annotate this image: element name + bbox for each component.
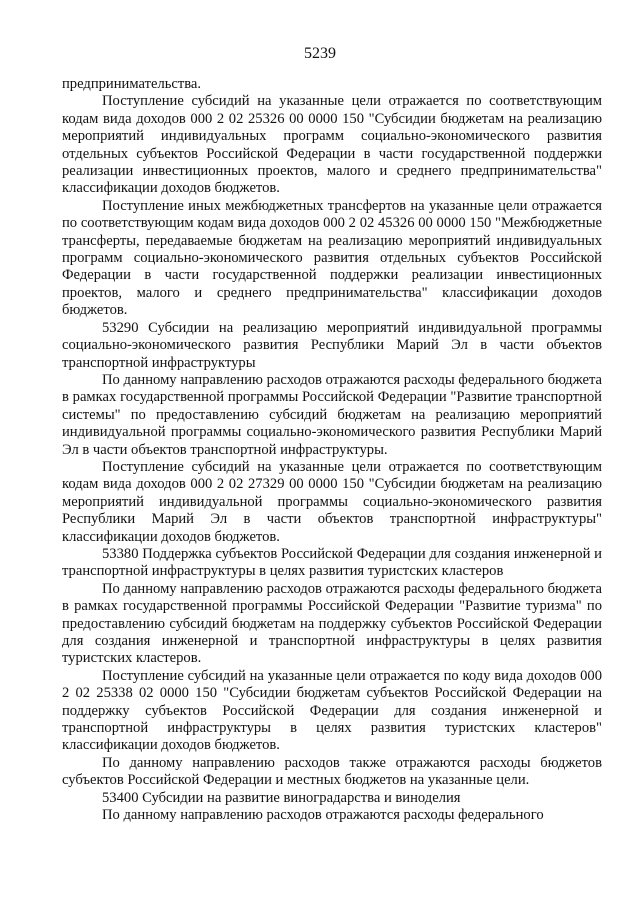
document-body	[62, 76, 602, 824]
paragraph: По данному направлению расходов отражаются расходы федерального бюджета в рамках государственной программы Российской Федерации "Развитие туризма" по предоставлению субсидий бюджетам на поддержку субъектов Российской Федерации для создания инженерной и транспортной инфраструктуры в целях развития туристских кластеров.	[62, 580, 602, 667]
paragraph: Поступление субсидий на указанные цели отражается по коду вида доходов 000 2 02 25338 02 0000 150 "Субсидии бюджетам субъектов Российской Федерации на поддержку субъектов Российской Федерации для создания инженерной и транспортной инфраструктуры в целях развития туристских кластеров" классификации доходов бюджетов.	[62, 667, 602, 754]
paragraph: По данному направлению расходов отражаются расходы федерального	[102, 807, 544, 824]
paragraph: Поступление иных межбюджетных трансфертов на указанные цели отражается по соответствующим кодам вида доходов 000 2 02 45326 00 0000 150 "Межбюджетные трансферты, передаваемые бюджетам на реализацию мероприятий индивидуальных программ социально-экономического развития отдельных субъектов Российской Федерации в части государственной поддержки реализации инвестиционных проектов, малого и среднего предпринимательства" классификации доходов бюджетов.	[62, 197, 602, 319]
paragraph: По данному направлению расходов отражаются расходы федерального бюджета в рамках государственной программы Российской Федерации "Развитие транспортной системы" по предоставлению субсидий бюджетам на реализацию мероприятий индивидуальной программы социально-экономического развития Республики Марий Эл в части объектов транспортной инфраструктуры.	[62, 371, 602, 458]
paragraph: 53290 Субсидии на реализацию мероприятий индивидуальной программы социально-экономического развития Республики Марий Эл в части объектов транспортной инфраструктуры	[62, 319, 602, 371]
paragraph: предпринимательства.	[62, 76, 202, 92]
paragraph: Поступление субсидий на указанные цели отражается по соответствующим кодам вида доходов 000 2 02 25326 00 0000 150 "Субсидии бюджетам на реализацию мероприятий индивидуальных программ социально-экономического развития отдельных субъектов Российской Федерации в части государственной поддержки реализации инвестиционных проектов, малого и среднего предпринимательства" классификации доходов бюджетов.	[62, 93, 602, 197]
paragraph: 53400 Субсидии на развитие виноградарства и виноделия	[102, 789, 461, 806]
paragraph: 53380 Поддержка субъектов Российской Федерации для создания инженерной и транспортной инфраструктуры в целях развития туристских кластеров	[62, 545, 602, 580]
page-number: 5239	[304, 45, 336, 62]
paragraph: По данному направлению расходов также отражаются расходы бюджетов субъектов Российской Федерации и местных бюджетов на указанные цели.	[62, 754, 602, 789]
paragraph: Поступление субсидий на указанные цели отражается по соответствующим кодам вида доходов 000 2 02 27329 00 0000 150 "Субсидии бюджетам на реализацию мероприятий индивидуальной программы социально-экономического развития Республики Марий Эл в части объектов транспортной инфраструктуры" классификации доходов бюджетов.	[62, 458, 602, 545]
